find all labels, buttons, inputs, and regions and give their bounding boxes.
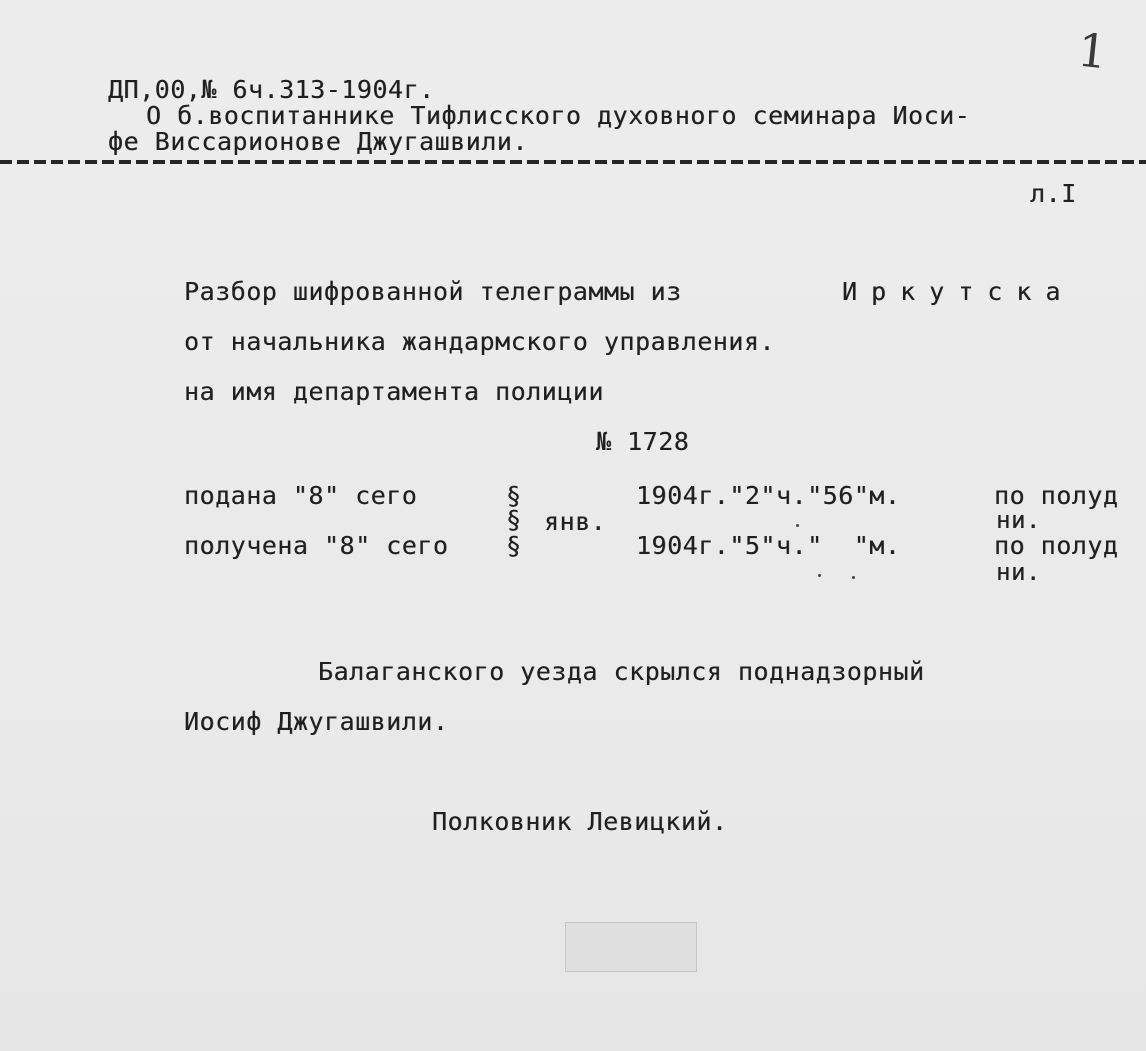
- header-case-number: ДП,00,№ 6ч.313-1904г.: [108, 75, 435, 104]
- telegram-number: № 1728: [596, 427, 690, 456]
- section-mark: §: [506, 481, 522, 510]
- month-label: янв.: [544, 507, 607, 536]
- intro-line: Разбор шифрованной телеграммы из: [184, 277, 682, 306]
- sent-period-1: по полуд: [994, 481, 1119, 510]
- ink-dot: [852, 576, 855, 579]
- intro-city: Иркутска: [842, 277, 1075, 306]
- signature: Полковник Левицкий.: [432, 807, 728, 836]
- received-time: 1904г."5"ч." "м.: [636, 531, 901, 560]
- section-mark: §: [506, 505, 522, 534]
- folio-number: 1: [1075, 22, 1111, 80]
- received-period-2: ни.: [996, 558, 1041, 586]
- faint-stamp-mark: [565, 922, 697, 972]
- sent-label: подана "8" сего: [184, 481, 418, 510]
- ink-dot: [818, 574, 821, 577]
- section-mark: §: [506, 531, 522, 560]
- to-line: на имя департамента полиции: [184, 377, 604, 406]
- message-line1: Балаганского уезда скрылся поднадзорный: [318, 657, 925, 686]
- header-subject-line2: фе Виссарионове Джугашвили.: [108, 127, 528, 156]
- header-subject-line1: О б.воспитаннике Тифлисского духовного семинара Иоси-: [146, 101, 971, 130]
- header-divider-dashes: [0, 160, 1146, 164]
- from-line: от начальника жандармского управления.: [184, 327, 775, 356]
- ink-dot: [796, 524, 799, 527]
- sheet-label: л.I: [1030, 179, 1077, 208]
- received-label: получена "8" сего: [184, 531, 449, 560]
- received-period-1: по полуд: [994, 531, 1119, 560]
- sent-time: 1904г."2"ч."56"м.: [636, 481, 901, 510]
- message-line2: Иосиф Джугашвили.: [184, 707, 449, 736]
- sent-period-2: ни.: [996, 506, 1041, 534]
